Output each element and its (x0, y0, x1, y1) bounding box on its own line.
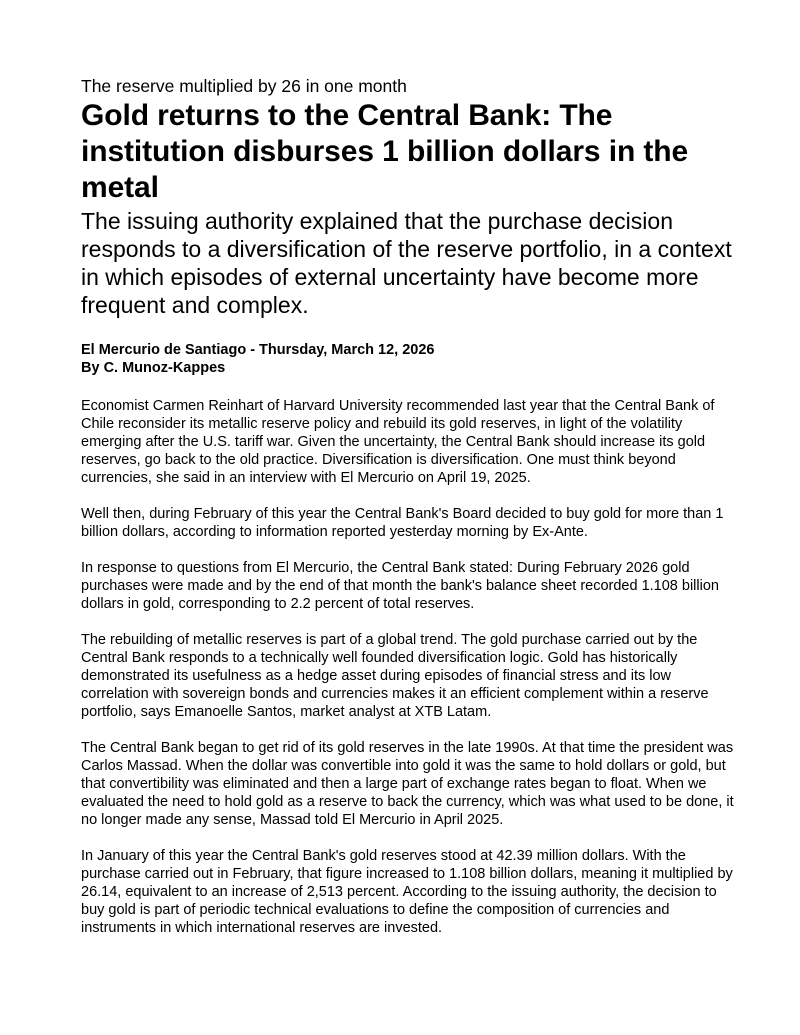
article-deck: The issuing authority explained that the purchase decision responds to a diversification of the reserve portfolio, in a context in which episodes of external uncertainty have become more frequent and complex. (81, 208, 732, 318)
article-author: By C. Munoz-Kappes (81, 360, 226, 376)
body-paragraph: The Central Bank began to get rid of its gold reserves in the late 1990s. At that time the president was Carlos Massad. When the dollar was convertible into gold it was the same to hold dollars or gold, but that convertibility was eliminated and then a large part of exchange rates began to float. When we evaluated the need to hold gold as a reserve to back the currency, which was what used to be done, it no longer made any sense, Massad told El Mercurio in April 2025. (81, 740, 734, 828)
body-paragraph: In January of this year the Central Bank's gold reserves stood at 42.39 million dollars. With the purchase carried out in February, that figure increased to 1.108 billion dollars, meaning it multiplied by 26.14, equivalent to an increase of 2,513 percent. According to the issuing authority, the decision to buy gold is part of periodic technical evaluations to define the composition of currencies and instruments in which international reserves are invested. (81, 848, 733, 936)
article-kicker: The reserve multiplied by 26 in one month (81, 76, 407, 96)
article-byline (81, 341, 740, 377)
body-paragraph: Well then, during February of this year the Central Bank's Board decided to buy gold for more than 1 billion dollars, according to information reported yesterday morning by Ex-Ante. (81, 506, 724, 540)
article-dateline: El Mercurio de Santiago - Thursday, March 12, 2026 (81, 342, 435, 358)
body-paragraph: Economist Carmen Reinhart of Harvard University recommended last year that the Central Bank of Chile reconsider its metallic reserve policy and rebuild its gold reserves, in light of the volatility emerging after the U.S. tariff war. Given the uncertainty, the Central Bank should increase its gold reserves, go back to the old practice. Diversification is diversification. One must think beyond currencies, she said in an interview with El Mercurio on April 19, 2025. (81, 398, 715, 486)
article-headline: Gold returns to the Central Bank: The institution disburses 1 billion dollars in the metal (81, 99, 689, 204)
body-paragraph: In response to questions from El Mercurio, the Central Bank stated: During February 2026 gold purchases were made and by the end of that month the bank's balance sheet recorded 1.108 billion dollars in gold, corresponding to 2.2 percent of total reserves. (81, 560, 719, 612)
body-paragraph: The rebuilding of metallic reserves is part of a global trend. The gold purchase carried out by the Central Bank responds to a technically well founded diversification logic. Gold has historically demonstrated its usefulness as a hedge asset during episodes of financial stress and its low correlation with sovereign bonds and currencies makes it an efficient complement within a reserve portfolio, says Emanoelle Santos, market analyst at XTB Latam. (81, 632, 709, 720)
article-body (81, 397, 740, 937)
